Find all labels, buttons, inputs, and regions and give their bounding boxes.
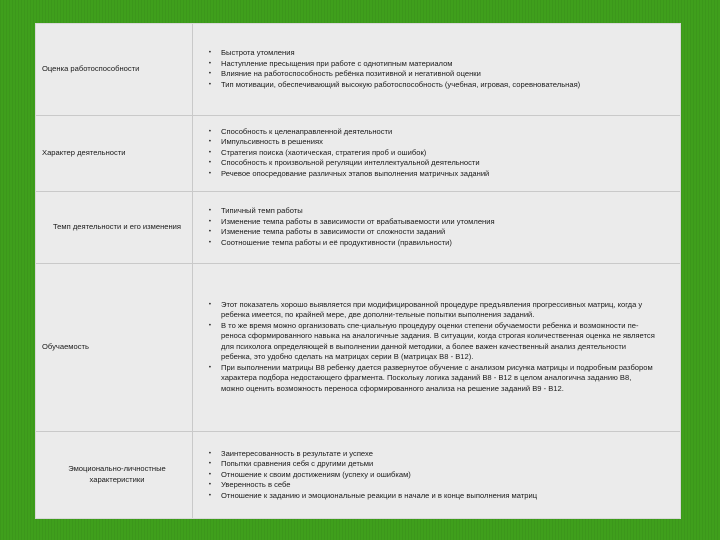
bullet-icon: • [208, 81, 211, 88]
list-item: • Быстрота утомления [193, 48, 656, 59]
bullet-icon: • [208, 322, 211, 329]
list-item: • Изменение темпа работы в зависимости от врабатываемости или утомления [193, 217, 656, 228]
bullet-icon: • [208, 482, 211, 488]
row-label: Обучаемость [36, 263, 193, 431]
list-item: • Импульсивность в решениях [193, 137, 656, 148]
bullet-icon: • [208, 128, 211, 135]
list-item: • Способность к целенаправленной деятельности [193, 127, 656, 138]
bullet-icon: • [208, 218, 211, 225]
slide [36, 24, 680, 518]
bullet-icon: • [208, 364, 211, 371]
table-row [36, 191, 680, 263]
assessment-table [36, 24, 680, 518]
list-item: • Наступление пресыщения при работе с однотипным материалом [193, 59, 656, 70]
list-item: • Стратегия поиска (хаотическая, стратегия проб и ошибок) [193, 148, 656, 159]
row-label: Характер деятельности [36, 115, 193, 191]
bullet-icon: • [208, 149, 211, 156]
bullet-icon: • [208, 170, 211, 177]
bullet-icon: • [208, 160, 211, 167]
list-item: • В то же время можно организовать спе-циальную процедуру оценки степени обучаемости ребенка и возможности пе-реноса сформированного навыка на аналогичные задания. В ситуации, когда строгая количественная оценка не является для психолога определяющей в выполнении данной методики, а более важен качественный анализ деятельности ребенка, это удобно сделать на матрицах серии В (матрицах В8 - В12). [193, 321, 656, 363]
bullet-icon: • [208, 208, 211, 214]
row-items [193, 24, 681, 115]
table-row [36, 115, 680, 191]
bullet-icon: • [208, 229, 211, 235]
list-item: • Уверенность в себе [193, 480, 656, 491]
list-item: • При выполнении матрицы В8 ребенку дается развернутое обучение с анализом рисунка матрицы и подробным разбором характера подбора недостающего фрагмента. Поскольку логика заданий В8 - В12 в целом аналогична заданию В8, можно оценить возможность переноса сформированного анализа на решение заданий В9 - В12. [193, 363, 656, 394]
row-items [193, 191, 681, 263]
list-item: • Попытки сравнения себя с другими детьми [193, 459, 656, 470]
bullet-icon: • [208, 471, 211, 478]
bullet-icon: • [208, 60, 211, 67]
bullet-icon: • [208, 239, 211, 246]
row-items [193, 263, 681, 431]
list-item: • Речевое опосредование различных этапов выполнения матричных заданий [193, 169, 656, 180]
bullet-icon: • [208, 71, 211, 78]
bullet-icon: • [208, 301, 211, 308]
row-items [193, 431, 681, 518]
list-item: • Отношение к своим достижениям (успеху и ошибкам) [193, 470, 656, 481]
list-item: • Изменение темпа работы в зависимости от сложности заданий [193, 227, 656, 238]
list-item: • Соотношение темпа работы и её продуктивности (правильности) [193, 238, 656, 249]
bullet-icon: • [208, 139, 211, 146]
list-item: • Способность к произвольной регуляции интеллектуальной деятельности [193, 158, 656, 169]
table-row [36, 431, 680, 518]
table-row [36, 263, 680, 431]
row-label: Темп деятельности и его изменения [36, 191, 193, 263]
row-label: Эмоционально-личностные характеристики [36, 431, 193, 518]
row-label: Оценка работоспособности [36, 24, 193, 115]
bullet-icon: • [208, 50, 211, 57]
bullet-icon: • [208, 461, 211, 467]
list-item: • Этот показатель хорошо выявляется при модифицированной процедуре предъявления прогрессивных матриц, когда у ребенка имеется, по крайней мере, две дополни-тельные попытки выполнения заданий. [193, 300, 656, 321]
row-items [193, 115, 681, 191]
list-item: • Отношение к заданию и эмоциональные реакции в начале и в конце выполнения матриц [193, 491, 656, 502]
list-item: • Тип мотивации, обеспечивающий высокую работоспособность (учебная, игровая, соревновательная) [193, 80, 656, 91]
list-item: • Влияние на работоспособность ребёнка позитивной и негативной оценки [193, 69, 656, 80]
list-item: • Типичный темп работы [193, 206, 656, 217]
bullet-icon: • [208, 492, 211, 499]
list-item: • Заинтересованность в результате и успехе [193, 449, 656, 460]
bullet-icon: • [208, 450, 211, 457]
table-row [36, 24, 680, 115]
